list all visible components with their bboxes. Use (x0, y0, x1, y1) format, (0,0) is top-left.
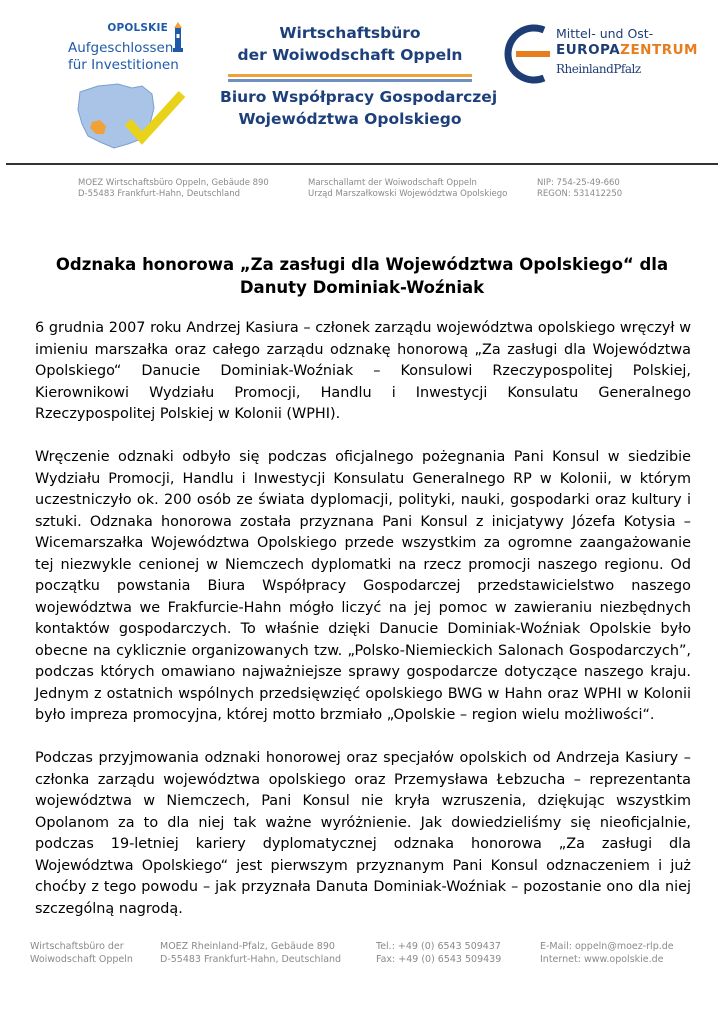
opolskie-tagline-2: für Investitionen (68, 57, 179, 73)
center-logo-line-1: Wirtschaftsbüro (279, 24, 421, 42)
moez-logo (504, 22, 704, 92)
footer-column-4 (540, 940, 674, 966)
moez-logo-line-3: RheinlandPfalz (556, 62, 641, 76)
footer-line: D-55483 Frankfurt-Hahn, Deutschland (160, 954, 342, 965)
address-line: REGON: 531412250 (537, 189, 623, 199)
center-logo-blue-bar (228, 79, 472, 82)
center-logo-orange-bar (228, 74, 472, 77)
header-divider (6, 163, 718, 165)
wirtschaftsbuero-logo (220, 10, 498, 130)
poland-map-icon (70, 80, 190, 152)
address-line: Urząd Marszałkowski Województwa Opolskiego (308, 189, 508, 199)
body-paragraph: Podczas przyjmowania odznaki honorowej oraz specjałów opolskich od Andrzeja Kasiury – członka zarządu województwa opolskiego oraz Przemysława Łebzucha – reprezentanta województwa w Niemczech, Pani Konsul nie kryła wzruszenia, dziękując wszystkim Opolanom za to dla niej tak ważne wyróżnienie. Jak dowiedzieliśmy się nieoficjalnie, podczas 19-letniej kariery dyplomatycznej odznaka honorowa „Za zasługi dla Województwa Opolskiego“ jest pierwszym przyznanym Pani Konsul odznaczeniem i już choćby z tego powodu – jak przyznała Danuta Dominiak-Woźniak – pozostanie ono dla niej szczególną nagrodą. (35, 750, 691, 917)
document-title-line-2: Danuty Dominiak-Woźniak (239, 278, 485, 297)
moez-logo-zentrum: ZENTRUM (620, 42, 698, 58)
footer-line: MOEZ Rheinland-Pfalz, Gebäude 890 (160, 941, 335, 952)
address-line: NIP: 754-25-49-660 (537, 178, 620, 188)
moez-emblem-icon (504, 22, 552, 86)
opolskie-logo (0, 0, 220, 160)
footer-line: Tel.: +49 (0) 6543 509437 (376, 941, 501, 952)
footer-column-2 (160, 940, 341, 966)
address-line: MOEZ Wirtschaftsbüro Oppeln, Gebäude 890 (78, 178, 269, 188)
center-logo-line-4: Województwa Opolskiego (238, 110, 462, 128)
center-logo-line-2: der Woiwodschaft Oppeln (237, 46, 463, 64)
body-paragraph: Wręczenie odznaki odbyło się podczas oficjalnego pożegnania Pani Konsul w siedzibie Wydziału Promocji, Handlu i Inwestycji Konsulatu Generalnego RP w Kolonii, w którym uczestniczyło ok. 200 osób ze świata dyplomacji, polityki, nauki, gospodarki oraz kultury i sztuki. Odznaka honorowa została przyznana Pani Konsul z inicjatywy Józefa Kotysia – Wicemarszałka Województwa Opolskiego przede wszystkim za ogromne zaangażowanie tej niezwykle cenionej w Niemczech dyplomatki na rzecz promocji naszego regionu. Od początku powstania Biura Współpracy Gospodarczej przedstawicielstwo naszego województwa we Frakfurcie-Hahn mógło liczyć na jej pomoc w zawieraniu niezbędnych kontaktów gospodarczych. To właśnie dzięki Danucie Dominiak-Woźniak Opolskie było obecne na cyklicznie organizowanych tzw. „Polsko-Niemieckich Salonach Gospodarczych”, podczas których omawiano najważniejsze sprawy gospodarcze dotyczące naszego kraju. Jednym z ostatnich wspólnych przedsięwzięć opolskiego BWG w Hahn oraz WPHI w Kolonii było impreza promocyjna, której motto brzmiało „Opolskie – region wielu możliwości“. (35, 449, 691, 723)
address-line: D-55483 Frankfurt-Hahn, Deutschland (78, 189, 241, 199)
footer-column-3 (376, 940, 501, 966)
footer-email[interactable]: E-Mail: oppeln@moez-rlp.de (540, 941, 674, 952)
address-column-1 (78, 178, 269, 200)
footer-line: Wirtschaftsbüro der (30, 941, 124, 952)
document-title (30, 253, 694, 299)
opolskie-brand: OPOLSKIE (107, 22, 168, 34)
footer-line: Fax: +49 (0) 6543 509439 (376, 954, 502, 965)
footer-column-1 (30, 940, 133, 966)
opolskie-tagline-1: Aufgeschlossen (68, 40, 174, 56)
footer-website[interactable]: Internet: www.opolskie.de (540, 954, 664, 965)
address-line: Marschallamt der Woiwodschaft Oppeln (308, 178, 477, 188)
moez-logo-europa: EUROPA (556, 42, 621, 58)
moez-logo-line-1: Mittel- und Ost- (556, 26, 654, 41)
center-logo-line-3: Biuro Współpracy Gospodarczej (220, 88, 498, 106)
document-body (35, 318, 691, 942)
document-title-line-1: Odznaka honorowa „Za zasługi dla Województwa Opolskiego“ dla (55, 255, 669, 274)
body-paragraph: 6 grudnia 2007 roku Andrzej Kasiura – członek zarządu województwa opolskiego wręczył w imieniu marszałka oraz całego zarządu odznakę honorową „Za zasługi dla Województwa Opolskiego“ Danucie Dominiak-Woźniak – Konsulowi Rzeczypospolitej Polskiej, Kierownikowi Wydziału Promocji, Handlu i Inwestycji Konsulatu Generalnego Rzeczypospolitej Polskiej w Kolonii (WPHI). (35, 320, 691, 422)
address-column-2 (308, 178, 507, 200)
address-column-3 (537, 178, 622, 200)
moez-logo-line-2 (556, 42, 698, 58)
footer-line: Woiwodschaft Oppeln (30, 954, 133, 965)
